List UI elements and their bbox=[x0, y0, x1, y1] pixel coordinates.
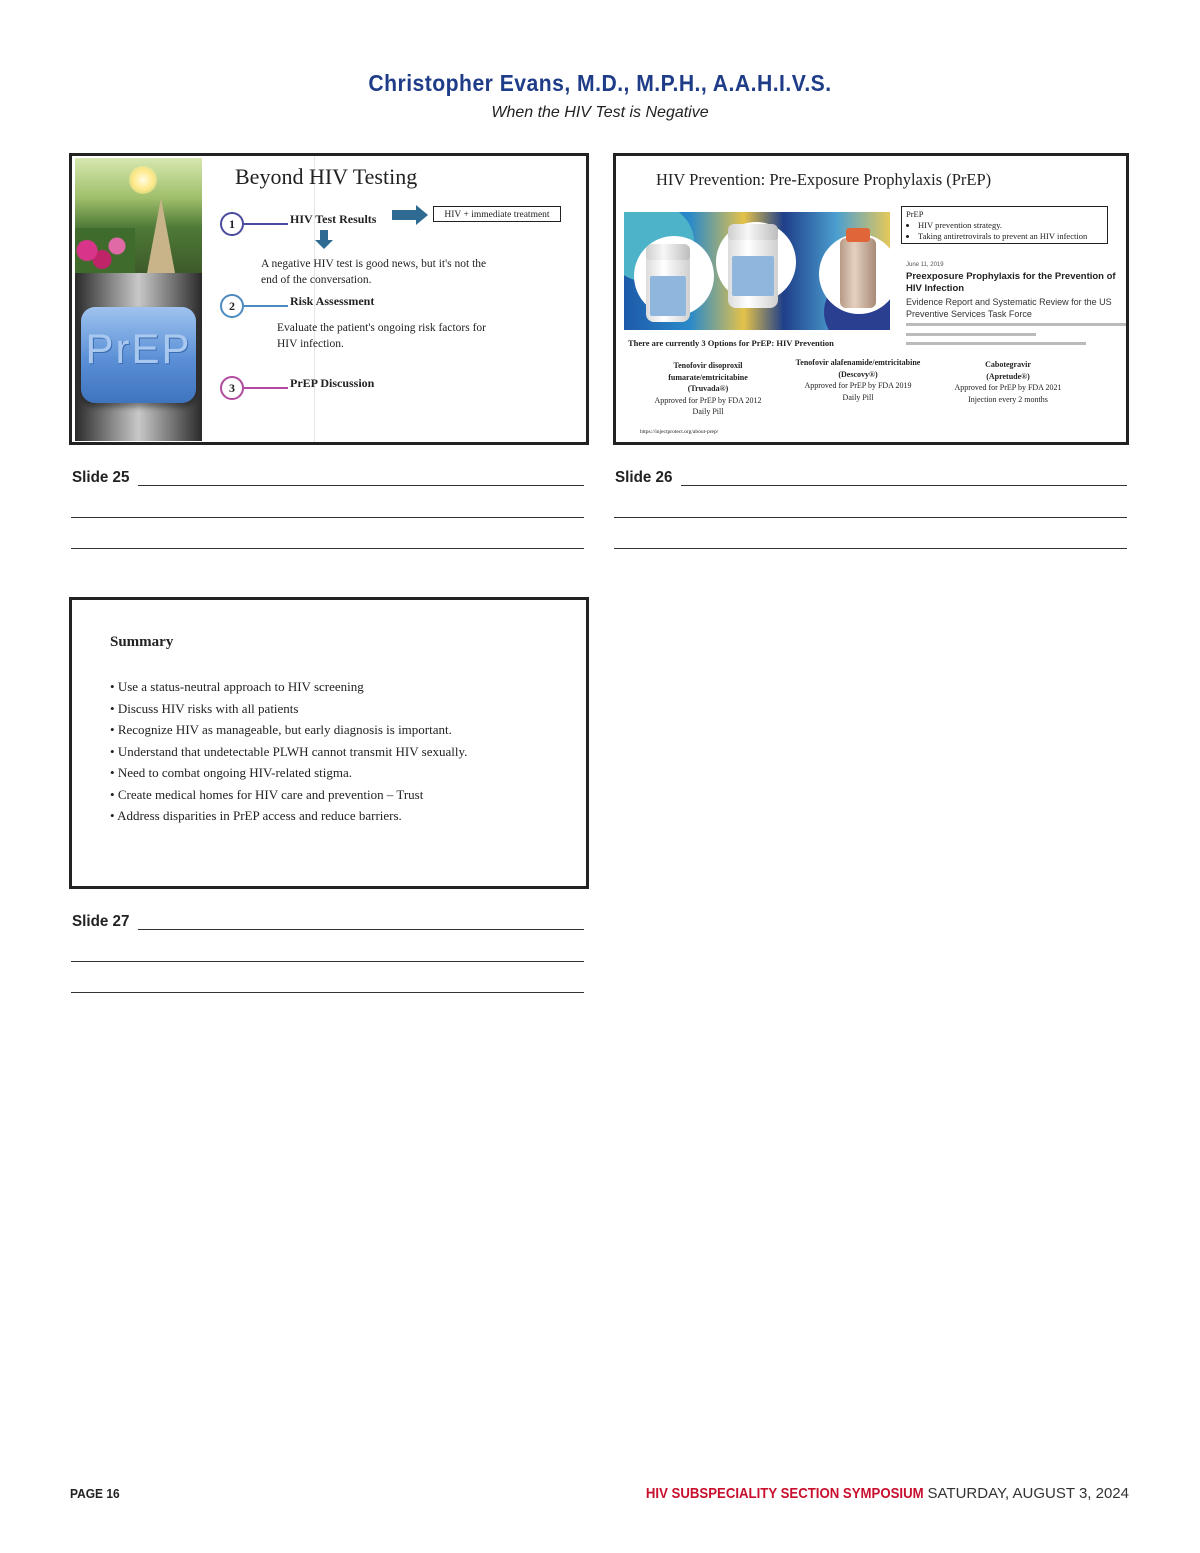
talk-title: When the HIV Test is Negative bbox=[491, 104, 709, 121]
sun-glow bbox=[129, 166, 157, 194]
slide-25-label: Slide 25 bbox=[72, 469, 130, 486]
option-truvada bbox=[638, 360, 778, 418]
prep-medications-image bbox=[624, 212, 890, 330]
slide-26-title: HIV Prevention: Pre-Exposure Prophylaxis (PrEP) bbox=[656, 170, 992, 189]
options-heading: There are currently 3 Options for PrEP: HIV Prevention bbox=[628, 338, 834, 348]
summary-item: • Understand that undetectable PLWH cannot transmit HIV sexually. bbox=[110, 741, 467, 763]
option-name: Tenofovir alafenamide/emtricitabine bbox=[795, 358, 921, 367]
author-line bbox=[906, 333, 1036, 336]
risk-assessment-text: Evaluate the patient's ongoing risk factors for HIV infection. bbox=[277, 322, 487, 350]
pill-imprint: PrEP bbox=[85, 325, 192, 372]
option-brand: (Truvada®) bbox=[687, 384, 729, 393]
note-line bbox=[71, 992, 584, 993]
slide-26 bbox=[613, 153, 1129, 445]
flowers bbox=[75, 228, 135, 273]
step-3-badge: 3 bbox=[220, 376, 244, 400]
step-1-label: HIV Test Results bbox=[290, 212, 377, 226]
note-line bbox=[681, 485, 1127, 486]
note-line bbox=[614, 548, 1127, 549]
step-3-label: PrEP Discussion bbox=[290, 376, 375, 390]
slide-25 bbox=[69, 153, 589, 445]
paper-subtitle: Evidence Report and Systematic Review for the US Preventive Services Task Force bbox=[906, 297, 1112, 319]
page-number: PAGE 16 bbox=[70, 1486, 120, 1501]
note-line bbox=[614, 517, 1127, 518]
truvada-bottle bbox=[646, 254, 690, 322]
note-line bbox=[71, 517, 584, 518]
event-date: SATURDAY, AUGUST 3, 2024 bbox=[927, 1485, 1129, 1502]
summary-item: • Use a status-neutral approach to HIV screening bbox=[110, 676, 467, 698]
stone-path bbox=[147, 198, 175, 273]
slide-27-title: Summary bbox=[110, 634, 174, 650]
option-name: Tenofovir disoproxil fumarate/emtricitabine bbox=[668, 361, 748, 382]
author-line bbox=[906, 323, 1126, 326]
option-dosing: Injection every 2 months bbox=[968, 394, 1048, 404]
prep-pill bbox=[81, 307, 196, 403]
author-line bbox=[906, 342, 1086, 345]
step-3-connector bbox=[244, 387, 288, 389]
note-line bbox=[71, 961, 584, 962]
summary-list bbox=[110, 676, 467, 827]
option-name: Cabotegravir bbox=[985, 360, 1031, 369]
step-2-badge: 2 bbox=[220, 294, 244, 318]
option-descovy bbox=[788, 357, 928, 403]
prep-definition-box bbox=[901, 206, 1108, 244]
summary-item: • Address disparities in PrEP access and reduce barriers. bbox=[110, 805, 467, 827]
garden-path-image bbox=[75, 158, 202, 273]
option-apretude bbox=[938, 359, 1078, 405]
source-url: https://injectprotect.org/about-prep/ bbox=[640, 429, 719, 435]
footer-event-info bbox=[608, 1485, 1129, 1502]
slide-27 bbox=[69, 597, 589, 889]
summary-item: • Recognize HIV as manageable, but early diagnosis is important. bbox=[110, 719, 467, 741]
option-approval: Approved for PrEP by FDA 2012 bbox=[654, 395, 762, 405]
step-2-connector bbox=[244, 305, 288, 307]
summary-item: • Need to combat ongoing HIV-related stigma. bbox=[110, 762, 467, 784]
paper-title: Preexposure Prophylaxis for the Prevention of HIV Infection bbox=[906, 271, 1116, 294]
presenter-name: Christopher Evans, M.D., M.P.H., A.A.H.I.V.S. bbox=[368, 70, 832, 96]
prep-bullet: • Taking antiretrovirals to prevent an HIV infection bbox=[918, 231, 1103, 242]
prep-pill-image bbox=[75, 273, 202, 441]
slide-25-title: Beyond HIV Testing bbox=[235, 164, 418, 189]
negative-result-text: A negative HIV test is good news, but it's not the end of the conversation. bbox=[261, 258, 487, 286]
note-line bbox=[138, 929, 584, 930]
prep-box-heading: PrEP bbox=[906, 209, 924, 219]
option-approval: Approved for PrEP by FDA 2021 bbox=[954, 383, 1062, 392]
prep-bullet: • HIV prevention strategy. bbox=[918, 220, 1103, 231]
slide-27-label: Slide 27 bbox=[72, 913, 130, 930]
option-approval: Approved for PrEP by FDA 2019 bbox=[804, 381, 912, 390]
apretude-vial bbox=[840, 238, 876, 308]
event-name: HIV SUBSPECIALITY SECTION SYMPOSIUM bbox=[645, 1485, 924, 1502]
summary-item: • Discuss HIV risks with all patients bbox=[110, 698, 467, 720]
summary-item: • Create medical homes for HIV care and prevention – Trust bbox=[110, 784, 467, 806]
arrow-right-icon bbox=[392, 210, 416, 220]
option-dosing: Daily Pill bbox=[692, 407, 724, 416]
option-dosing: Daily Pill bbox=[842, 392, 874, 402]
step-1-badge: 1 bbox=[220, 212, 244, 236]
positive-result-box: HIV + immediate treatment bbox=[433, 206, 561, 222]
option-brand: (Apretude®) bbox=[986, 371, 1030, 381]
paper-date: June 11, 2019 bbox=[906, 262, 944, 268]
step-1-connector bbox=[244, 223, 288, 225]
note-line bbox=[138, 485, 584, 486]
slide-26-label: Slide 26 bbox=[615, 469, 673, 486]
step-2-label: Risk Assessment bbox=[290, 294, 375, 308]
arrow-down-icon bbox=[320, 230, 328, 240]
option-brand: (Descovy®) bbox=[838, 369, 878, 379]
descovy-bottle bbox=[728, 234, 778, 308]
note-line bbox=[71, 548, 584, 549]
